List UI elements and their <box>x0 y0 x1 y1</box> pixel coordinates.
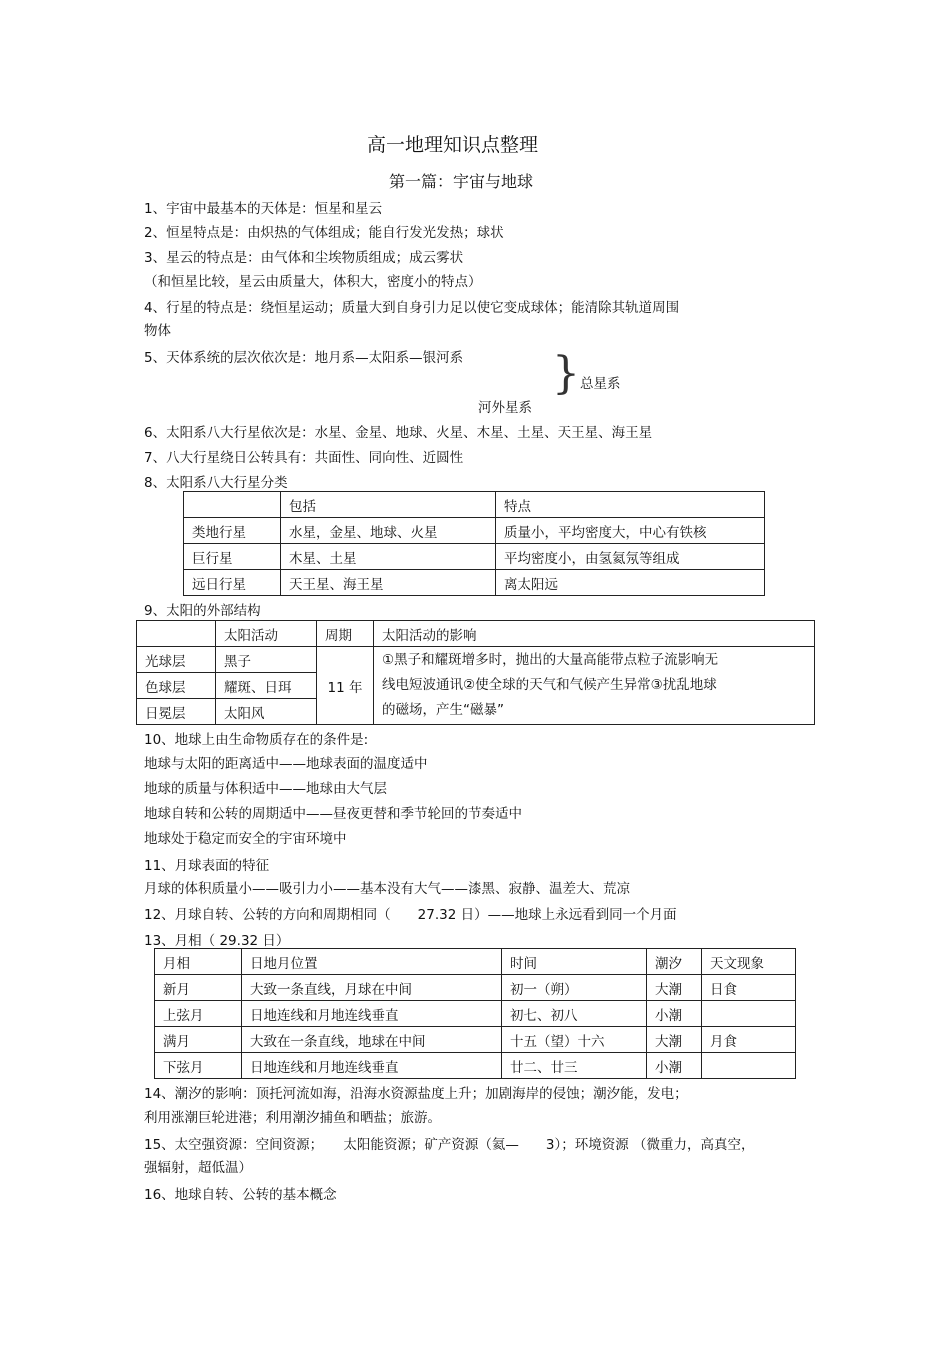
impact-line: ①黑子和耀斑增多时，抛出的大量高能带点粒子流影响无 <box>382 652 719 668</box>
period-cell: 11 年 <box>317 647 374 725</box>
table-cell: 巨行星 <box>184 544 281 570</box>
table-cell: 满月 <box>155 1027 242 1053</box>
item-7: 7、八大行星绕日公转具有：共面性、同向性、近圆性 <box>144 450 464 466</box>
table-row <box>184 518 765 544</box>
item-10-b: 地球的质量与体积适中——地球由大气层 <box>144 781 387 797</box>
table-cell: 日地连线和月地连线垂直 <box>242 1053 502 1079</box>
table-cell: 太阳风 <box>216 699 317 725</box>
item-15: 15、太空强资源：空间资源； 太阳能资源；矿产资源（氦— 3）；环境资源 （微重力，高真空， <box>144 1137 755 1153</box>
impact-cell <box>374 647 815 725</box>
table-cell: 天王星、海王星 <box>281 570 496 596</box>
table-cell <box>702 1053 796 1079</box>
section-title: 第一篇：宇宙与地球 <box>389 172 534 191</box>
item-5: 5、天体系统的层次依次是：地月系—太阳系—银河系 <box>144 350 464 366</box>
item-11: 11、月球表面的特征 <box>144 858 270 874</box>
table-cell: 太阳活动 <box>216 621 317 647</box>
table-cell: 大潮 <box>647 975 702 1001</box>
item-8: 8、太阳系八大行星分类 <box>144 475 288 491</box>
item-11-a: 月球的体积质量小——吸引力小——基本没有大气——漆黑、寂静、温差大、荒凉 <box>144 881 630 897</box>
table-cell: 周期 <box>317 621 374 647</box>
table-row <box>184 570 765 596</box>
table-cell: 木星、土星 <box>281 544 496 570</box>
item-5-total: 总星系 <box>580 376 621 392</box>
table-cell: 廿二、廿三 <box>502 1053 647 1079</box>
item-6: 6、太阳系八大行星依次是：水星、金星、地球、火星、木星、土星、天王星、海王星 <box>144 425 653 441</box>
table-cell: 上弦月 <box>155 1001 242 1027</box>
item-2: 2、恒星特点是：由炽热的气体组成；能自行发光发热；球状 <box>144 225 504 241</box>
table-cell: 下弦月 <box>155 1053 242 1079</box>
item-15-cont: 强辐射，超低温） <box>144 1160 252 1176</box>
table-cell: 月相 <box>155 949 242 975</box>
table-cell: 耀斑、日珥 <box>216 673 317 699</box>
item-10-d: 地球处于稳定而安全的宇宙环境中 <box>144 831 347 847</box>
table-cell: 特点 <box>496 492 765 518</box>
table-cell: 初七、初八 <box>502 1001 647 1027</box>
table-cell: 大致在一条直线，地球在中间 <box>242 1027 502 1053</box>
impact-line: 的磁场，产生“磁暴” <box>382 702 504 718</box>
item-10: 10、地球上由生命物质存在的条件是: <box>144 732 369 748</box>
table-cell: 天文现象 <box>702 949 796 975</box>
table-row <box>155 949 796 975</box>
table-cell: 质量小，平均密度大，中心有铁核 <box>496 518 765 544</box>
moon-table <box>154 948 796 1079</box>
table-cell: 日地连线和月地连线垂直 <box>242 1001 502 1027</box>
table-row <box>137 621 815 647</box>
item-16: 16、地球自转、公转的基本概念 <box>144 1187 337 1203</box>
item-10-a: 地球与太阳的距离适中——地球表面的温度适中 <box>144 756 428 772</box>
table-row <box>155 1053 796 1079</box>
table-cell: 十五（望）十六 <box>502 1027 647 1053</box>
table-cell: 时间 <box>502 949 647 975</box>
item-5-galaxy: 河外星系 <box>478 400 532 416</box>
table-cell <box>137 621 216 647</box>
table-cell: 远日行星 <box>184 570 281 596</box>
table-cell: 平均密度小，由氢氦氖等组成 <box>496 544 765 570</box>
table-row <box>184 544 765 570</box>
item-14-cont: 利用涨潮巨轮进港；利用潮汐捕鱼和晒盐；旅游。 <box>144 1110 441 1126</box>
table-cell: 水星，金星、地球、火星 <box>281 518 496 544</box>
table-cell: 黑子 <box>216 647 317 673</box>
item-4: 4、行星的特点是：绕恒星运动；质量大到自身引力足以使它变成球体；能清除其轨道周围 <box>144 300 680 316</box>
table-cell: 太阳活动的影响 <box>374 621 815 647</box>
table-cell: 月食 <box>702 1027 796 1053</box>
table-cell <box>702 1001 796 1027</box>
table-cell: 包括 <box>281 492 496 518</box>
table-row <box>155 1027 796 1053</box>
table-cell: 日食 <box>702 975 796 1001</box>
page-title: 高一地理知识点整理 <box>367 134 539 156</box>
item-1: 1、宇宙中最基本的天体是：恒星和星云 <box>144 201 383 217</box>
item-13: 13、月相（ 29.32 日） <box>144 933 290 949</box>
impact-line: 线电短波通讯②使全球的天气和气候产生异常③扰乱地球 <box>382 677 717 693</box>
table-row <box>155 975 796 1001</box>
item-3: 3、星云的特点是：由气体和尘埃物质组成；成云雾状 <box>144 250 464 266</box>
table-row <box>155 1001 796 1027</box>
table-cell: 大潮 <box>647 1027 702 1053</box>
table-cell: 离太阳远 <box>496 570 765 596</box>
table-cell: 潮汐 <box>647 949 702 975</box>
item-12: 12、月球自转、公转的方向和周期相同（ 27.32 日）——地球上永远看到同一个月面 <box>144 907 677 923</box>
table-cell: 初一（朔） <box>502 975 647 1001</box>
item-9: 9、太阳的外部结构 <box>144 603 261 619</box>
table-row <box>184 492 765 518</box>
table-cell: 大致一条直线，月球在中间 <box>242 975 502 1001</box>
table-cell: 色球层 <box>137 673 216 699</box>
table-cell: 小潮 <box>647 1001 702 1027</box>
sun-table <box>136 620 815 725</box>
planet-table <box>183 491 765 596</box>
item-4-cont: 物体 <box>144 323 171 339</box>
table-cell: 日地月位置 <box>242 949 502 975</box>
table-cell: 光球层 <box>137 647 216 673</box>
table-cell: 日冕层 <box>137 699 216 725</box>
table-cell: 类地行星 <box>184 518 281 544</box>
table-cell <box>184 492 281 518</box>
table-cell: 新月 <box>155 975 242 1001</box>
table-row <box>137 647 815 673</box>
item-10-c: 地球自转和公转的周期适中——昼夜更替和季节轮回的节奏适中 <box>144 806 522 822</box>
item-14: 14、潮汐的影响：顶托河流如海，沿海水资源盐度上升；加剧海岸的侵蚀；潮汐能，发电； <box>144 1086 688 1102</box>
item-3-note: （和恒星比较，星云由质量大，体积大，密度小的特点） <box>144 274 482 290</box>
table-cell: 小潮 <box>647 1053 702 1079</box>
brace-symbol: } <box>552 348 580 399</box>
